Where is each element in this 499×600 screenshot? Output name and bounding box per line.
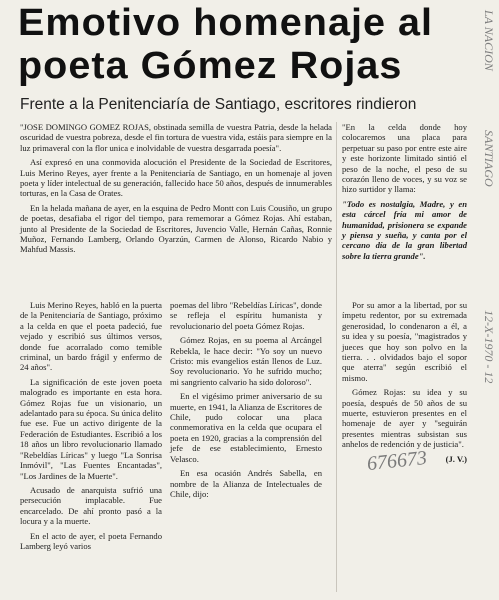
left-paragraph: La significación de este joven poeta malogrado es importante en esta hora. Gómez Rojas fue un visionario, un adelantado para su época. Su única delito fue ese. Fue un activo dirigente de la Federación de Estudiantes. Escribió a los 18 años un libro revolucionario llamado "Rebeldías Líricas" y luego "La Sonrisa Inmóvil", "Las Fuentes Encantadas", "Los Jardines de la Muerte". [20, 376, 162, 481]
middle-column [170, 300, 322, 503]
middle-paragraph: En el vigésimo primer aniversario de su muerte, en 1941, la Alianza de Escritores de Chile, pudo colocar una placa conmemorativa en la celda que ocupara el poeta en 1920, gracias a la comprensión del jefe de ese establecimiento, Ernesto Velasco. [170, 391, 322, 464]
right-column-bottom [342, 300, 467, 464]
middle-paragraph: poemas del libro "Rebeldías Líricas", donde se refleja el espíritu humanista y revolucionario del poeta Gómez Rojas. [170, 300, 322, 331]
right-column-top [342, 122, 467, 265]
intro-paragraph: En la helada mañana de ayer, en la esquina de Pedro Montt con Luis Cousiño, un grupo de poetas, desafiaba el rigor del tiempo, para rememorar a Gómez Rojas. Ahí estaban, junto al Presidente de la Sociedad de Escritores, Juvencio Valle, Hernán Cañas, Ronnie Muñoz, Fernando Lamberg, Orlando Oyarzún, Carmen de Alonso, Ricardo Nabio y Mahfud Massis. [20, 202, 332, 255]
left-paragraph: Acusado de anarquista sufrió una persecución implacable. Fue encarcelado. De ahí pronto pasó a la locura y a la muerte. [20, 484, 162, 527]
intro-paragraph: "JOSE DOMINGO GOMEZ ROJAS, obstinada semilla de vuestra Patria, desde la helada oscuridad de vuestra pobreza, desde el fin tortura de vuestra vida, estáis para siempre en la luz primaveral con la flor unica e inolvidable de vuestra desgarrada poesía". [20, 122, 332, 153]
left-column [20, 300, 162, 555]
right-paragraph: Gómez Rojas: su idea y su poesía, después de 50 años de su muerte, estuvieron presentes en el homenaje de ayer y "seguirán presentes mientras subsistan sus anhelos de redención y de justicia". [342, 387, 467, 450]
left-paragraph: Luis Merino Reyes, habló en la puerta de la Penitenciaría de Santiago, próximo a la celda en que el poeta padeció, fue vejado y escribió sus últimos versos, donde fue acorralado como temible criminal, un bardo frágil y enfermo de 24 años". [20, 300, 162, 373]
handwritten-number: 676673 [365, 446, 428, 476]
left-paragraph: En el acto de ayer, el poeta Fernando Lamberg leyó varios [20, 530, 162, 551]
intro-paragraph: Así expresó en una conmovida alocución el Presidente de la Sociedad de Escritores, Luis Merino Reyes, ayer frente a la Penitenciaría de Santiago, en un homenaje al joven poeta y líder intelectual de su generación, fallecido hace 50 años, después de innumerables torturas, en la Casa de Orates. [20, 157, 332, 199]
intro-column [20, 122, 332, 259]
middle-paragraph: En esa ocasión Andrés Sabella, en nombre de la Alianza de Intelectuales de Chile, dijo: [170, 468, 322, 499]
middle-paragraph: Gómez Rojas, en su poema al Arcángel Rebekla, le hace decir: "Yo soy un nuevo Cristo: mis evangelios están llenos de Luz. Soy revolucionario. Yo he sufrido mucho; mi sangriento calvario ha sido doloroso". [170, 335, 322, 387]
archive-stamp [477, 10, 497, 600]
stamp-newspaper: LA NACION [482, 10, 496, 71]
stamp-date: 12-X-1970 - 12 [482, 310, 496, 384]
right-paragraph: Por su amor a la libertad, por su ímpetu redentor, por su extremada generosidad, lo condenaron a él, a su idea y su poesía, "magistrados y jueces que hoy son polvo en la tierra. . . olvidados bajo el sopor que aterra" según escribió el mismo. [342, 300, 467, 383]
subheadline: Frente a la Penitenciaría de Santiago, escritores rindieron [20, 96, 417, 113]
author-signature: (J. V.) [445, 453, 467, 464]
verse-quote: "Todo es nostalgia, Madre, y en esta cárcel fría mi amor de humanidad, prisionera se expande y piensa y sueña, y canta por el cercano día de la gran libertad sobre la tierra grande". [342, 198, 467, 261]
column-divider [336, 122, 337, 592]
right-quote: "En la celda donde hoy colocaremos una placa para perpetuar su paso por entre este aire y este horizonte limitado sintió el peso de la noche, el peso de su corazón lleno de voces, y su voz se hizo surtidor y llama: [342, 122, 467, 195]
headline: Emotivo homenaje al poeta Gómez Rojas [18, 2, 434, 87]
stamp-city: SANTIAGO [482, 130, 496, 187]
